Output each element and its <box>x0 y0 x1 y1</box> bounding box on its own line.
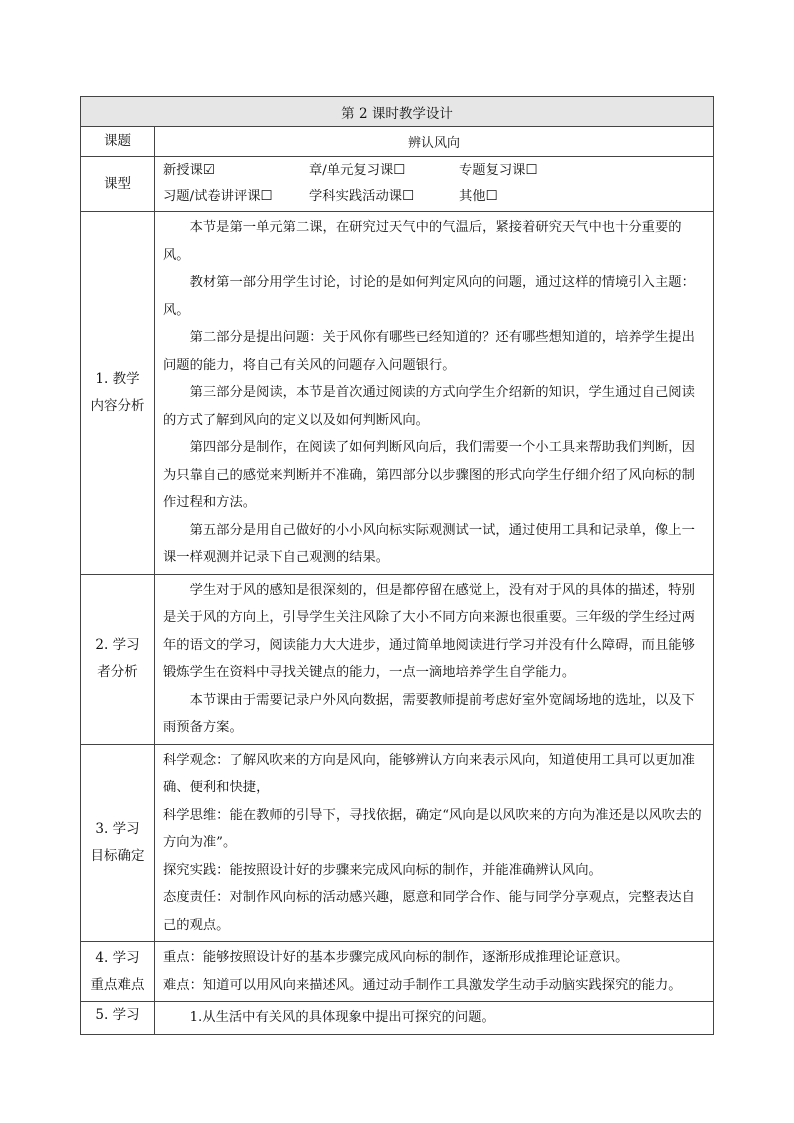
paragraph: 学生对于风的感知是很深刻的，但是都停留在感觉上，没有对于风的具体的描述，特别是关于风的方向上，引导学生关注风除了大小不同方向来源也很重要。三年级的学生经过两年的语文的学习，阅读能力大大进步，通过简单地阅读进行学习并没有什么障碍，而且能够锻炼学生在资料中寻找关键点的能力，一点一滴地培养学生自学能力。 <box>163 582 695 680</box>
section-label-line: 2. 学习 <box>95 637 140 653</box>
paragraph: 探究实践：能按照设计好的步骤来完成风向标的制作，并能准确辨认风向。 <box>163 862 602 878</box>
section-label <box>81 212 155 575</box>
course-type-line-1 <box>163 158 707 184</box>
section-label <box>81 1002 155 1035</box>
course-type-line-2 <box>163 184 707 210</box>
paragraph: 科学观念：了解风吹来的方向是风向，能够辨认方向来表示风向，知道使用工具可以更加准确、便利和快捷， <box>163 752 695 795</box>
paragraph: 重点：能够按照设计好的基本步骤完成风向标的制作，逐渐形成推理论证意识。 <box>163 950 629 965</box>
lesson-plan-page <box>80 96 713 1035</box>
type-option: 专题复习课☐ <box>459 163 538 179</box>
section-content <box>155 942 714 1002</box>
section-label-line: 内容分析 <box>90 397 145 414</box>
section-row-key-points <box>81 942 714 1002</box>
section-row-objectives <box>81 744 714 942</box>
type-option: 习题/试卷讲评课☐ <box>163 189 273 205</box>
section-row-content-analysis <box>81 212 714 575</box>
section-label-line: 4. 学习 <box>95 949 140 966</box>
lesson-plan-table <box>80 96 714 1035</box>
type-option: 章/单元复习课☐ <box>309 163 406 179</box>
section-label <box>81 942 155 1002</box>
topic-label: 课题 <box>81 127 155 157</box>
table-title: 第 2 课时教学设计 <box>81 97 714 127</box>
section-content <box>155 1002 714 1035</box>
paragraph: 教材第一部分用学生讨论，讨论的是如何判定风向的问题，通过这样的情境引入主题：风。 <box>163 275 695 318</box>
type-option: 其他☐ <box>459 189 498 205</box>
section-row-learner-analysis <box>81 574 714 744</box>
section-label-line: 5. 学习 <box>95 1007 140 1023</box>
section-label <box>81 574 155 744</box>
paragraph: 本节是第一单元第二课，在研究过天气中的气温后，紧接着研究天气中也十分重要的风。 <box>163 220 682 263</box>
section-label-line: 者分析 <box>97 664 138 680</box>
topic-row <box>81 127 714 157</box>
section-content <box>155 744 714 942</box>
paragraph: 科学思维：能在教师的引导下，寻找依据，确定“风向是以风吹来的方向为准还是以风吹去的方向为准”。 <box>163 807 702 850</box>
paragraph: 本节课由于需要记录户外风向数据，需要教师提前考虑好室外宽阔场地的选址，以及下雨预备方案。 <box>163 692 695 735</box>
paragraph: 第三部分是阅读，本节是首次通过阅读的方式向学生介绍新的知识，学生通过自己阅读的方式了解到风向的定义以及如何判断风向。 <box>163 385 695 428</box>
paragraph: 难点：知道可以用风向来描述风。通过动手制作工具激发学生动手动脑实践探究的能力。 <box>163 977 682 993</box>
section-label-line: 重点难点 <box>90 976 145 993</box>
paragraph: 第四部分是制作，在阅读了如何判断风向后，我们需要一个小工具来帮助我们判断，因为只靠自己的感觉来判断并不准确，第四部分以步骤图的形式向学生仔细介绍了风向标的制作过程和方法。 <box>163 440 695 510</box>
section-label-line: 目标确定 <box>90 847 145 864</box>
section-content <box>155 574 714 744</box>
section-label <box>81 744 155 942</box>
title-row <box>81 97 714 127</box>
section-row-learning <box>81 1002 714 1035</box>
section-label-line: 1. 教学 <box>95 370 140 387</box>
course-type-row <box>81 157 714 212</box>
section-label-line: 3. 学习 <box>95 820 140 837</box>
paragraph: 第二部分是提出问题：关于风你有哪些已经知道的？还有哪些想知道的，培养学生提出问题的能力，将自己有关风的问题存入问题银行。 <box>163 330 695 373</box>
section-content <box>155 212 714 575</box>
paragraph: 态度责任：对制作风向标的活动感兴趣，愿意和同学合作、能与同学分享观点，完整表达自己的观点。 <box>163 890 695 933</box>
topic-value: 辨认风向 <box>155 127 714 157</box>
course-type-label: 课型 <box>81 157 155 212</box>
paragraph: 第五部分是用自己做好的小小风向标实际观测试一试，通过使用工具和记录单，像上一课一样观测并记录下自己观测的结果。 <box>163 522 695 565</box>
type-option: 学科实践活动课☐ <box>309 189 414 205</box>
type-option: 新授课☑ <box>163 163 215 179</box>
paragraph: 1.从生活中有关风的具体现象中提出可探究的问题。 <box>189 1010 495 1025</box>
